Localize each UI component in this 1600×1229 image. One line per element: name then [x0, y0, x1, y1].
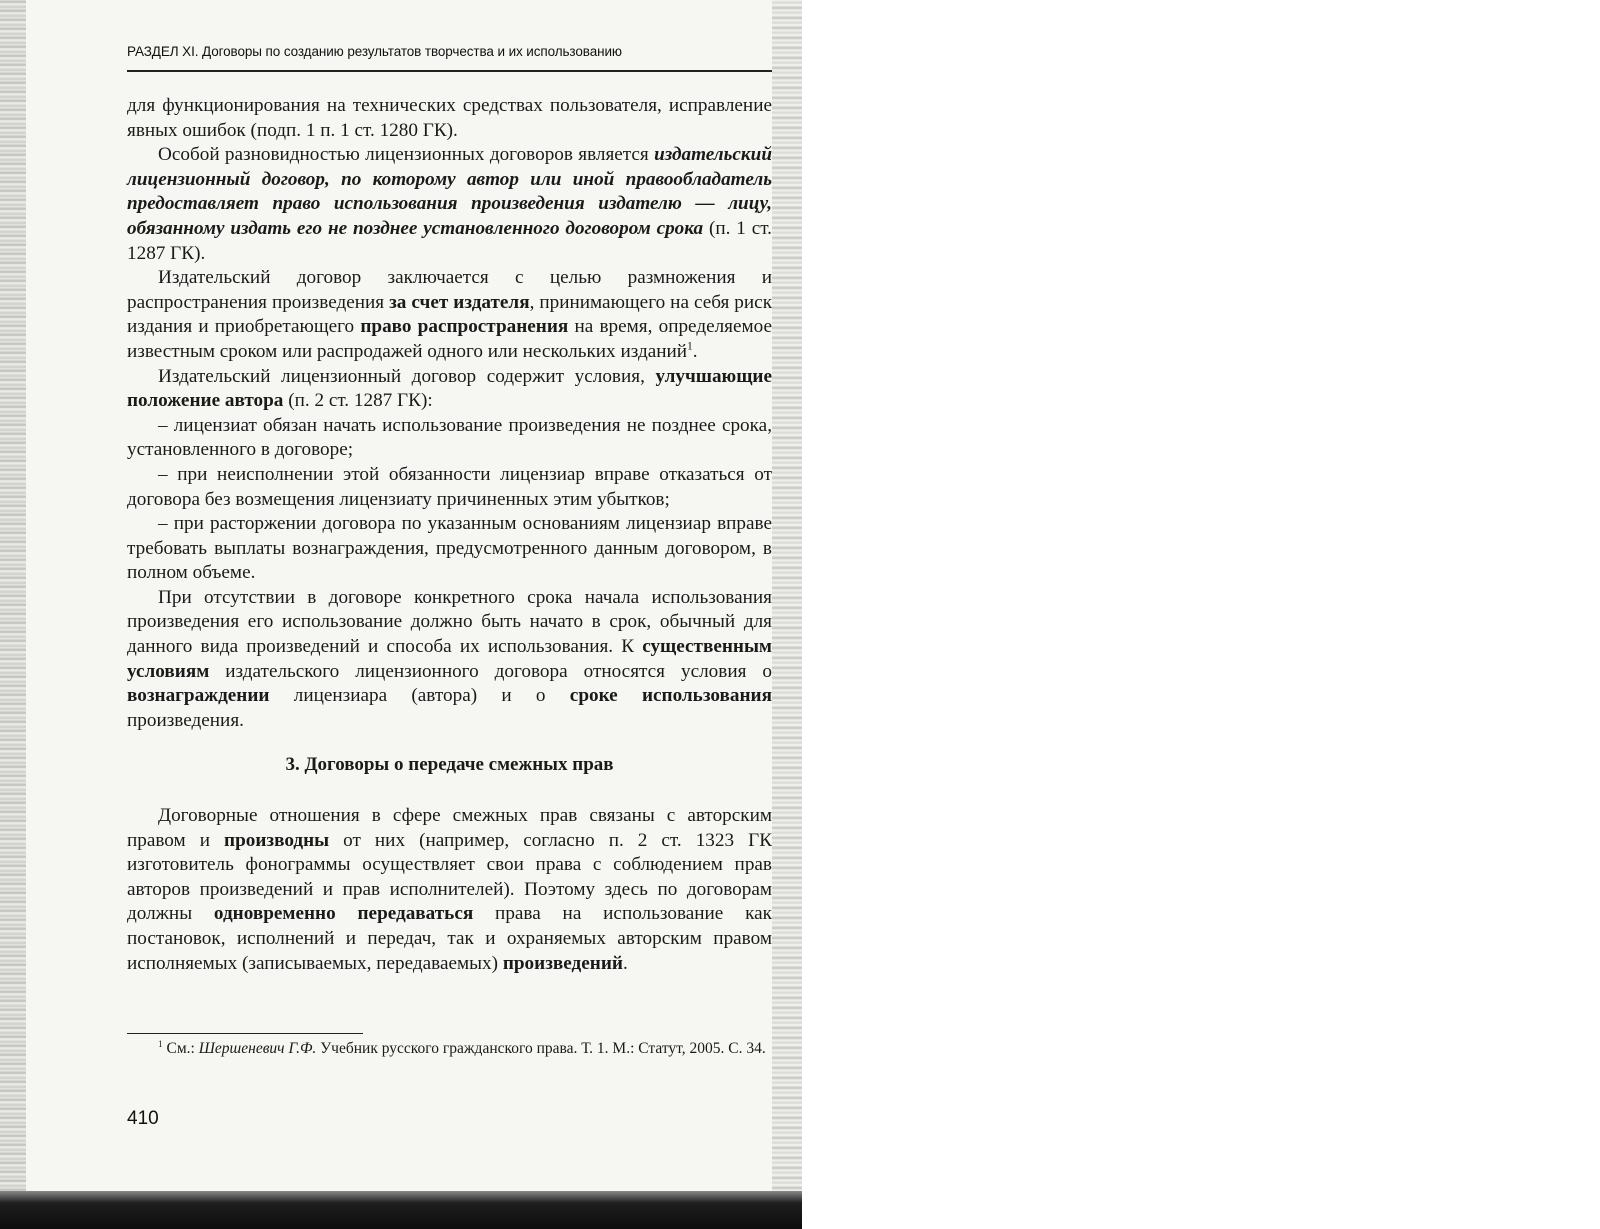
- running-head: РАЗДЕЛ XI. Договоры по созданию результатов творчества и их использованию: [127, 44, 622, 59]
- text-span: издательского лицензионного договора относятся условия о: [209, 660, 772, 682]
- header-rule: [127, 70, 772, 72]
- text-span: Особой разновидностью лицензионных договоров является: [158, 144, 655, 166]
- bold-term: одновременно передаваться: [213, 903, 474, 925]
- footnote-author: Шершеневич Г.Ф.: [198, 1040, 317, 1057]
- text-span: на время, определяемое известным сроком или распродажей одного или нескольких изданий: [127, 316, 772, 362]
- page-number: 410: [127, 1108, 159, 1129]
- bold-term: сроке использования: [569, 685, 772, 707]
- list-item: – при неисполнении этой обязанности лицензиар вправе отказаться от договора без возмещения лицензиату причиненных этим убытков;: [127, 463, 772, 510]
- paragraph-3: [127, 266, 772, 364]
- list-item: – при расторжении договора по указанным основаниям лицензиар вправе требовать выплаты вознаграждения, предусмотренного данным договором, в полном объеме.: [127, 513, 772, 584]
- emphasis-definition: издательский лицензионный договор, по которому автор или иной правообладатель предоставляет право использования произведения издателю — лицу, обязанному издать его не позднее установленного договором срока: [127, 144, 772, 239]
- text-span: .: [622, 952, 628, 974]
- bold-term: улучшающие положение автора: [127, 365, 772, 412]
- bold-term: существенным условиям: [127, 636, 772, 682]
- text-span: Издательский лицензионный договор содержит условия,: [158, 365, 656, 387]
- text-span: Договорные отношения в сфере смежных прав связаны с авторским правом и: [127, 805, 772, 851]
- bold-term: вознаграждении: [127, 685, 270, 707]
- body-text: [127, 94, 772, 976]
- bold-term: право распространения: [360, 316, 569, 338]
- text-span: права на использование как постановок, исполнений и передач, так и охраняемых авторским правом исполняемых (записываемых, передаваемых): [127, 903, 772, 974]
- footnote-reference: 1: [687, 340, 693, 353]
- paragraph-4: [127, 365, 772, 414]
- scan-edge-left: [0, 0, 26, 1229]
- footnote-rule: [127, 1033, 363, 1034]
- text-span: (п. 2 ст. 1287 ГК):: [283, 390, 433, 412]
- list-item: – лицензиат обязан начать использование произведения не позднее срока, установленного в договоре;: [127, 414, 772, 461]
- text-span: При отсутствии в договоре конкретного срока начала использования произведения его использование должно быть начато в срок, обычный для данного вида произведений и способа их использования. К: [127, 586, 772, 658]
- text-span: Издательский договор заключается с целью размножения и распространения произведения: [127, 267, 772, 313]
- footnote: [127, 1038, 772, 1059]
- section-heading: 3. Договоры о передаче смежных прав: [285, 754, 614, 776]
- text-span: произведения.: [127, 709, 244, 731]
- text-span: (п. 1 ст. 1287 ГК).: [127, 217, 772, 264]
- paragraph-8: [127, 586, 772, 734]
- footnote-mark: 1: [158, 1039, 163, 1050]
- paragraph-2: [127, 143, 772, 266]
- text-span: .: [692, 340, 698, 362]
- text-span: См.:: [162, 1040, 199, 1057]
- text-span: от них (например, согласно п. 2 ст. 1323 ГК изготовитель фонограммы осуществляет свои права с соблюдением прав авторов произведений и прав исполнителей). Поэтому здесь по договорам должны: [127, 829, 772, 925]
- bold-term: производны: [224, 829, 330, 851]
- scan-edge-right: [772, 0, 802, 1229]
- paragraph-1: для функционирования на технических средствах пользователя, исправление явных ошибок (подп. 1 п. 1 ст. 1280 ГК).: [127, 95, 772, 141]
- text-span: Учебник русского гражданского права. Т. 1. М.: Статут, 2005. С. 34.: [316, 1040, 766, 1057]
- text-span: , принимающего на себя риск издания и приобретающего: [127, 291, 773, 338]
- bold-term: за счет издателя: [389, 291, 530, 313]
- scan-bottom-edge: [0, 1191, 802, 1229]
- text-span: лицензиара (автора) и о: [269, 685, 570, 707]
- paragraph-9: [127, 804, 772, 976]
- bold-term: произведений: [502, 952, 623, 974]
